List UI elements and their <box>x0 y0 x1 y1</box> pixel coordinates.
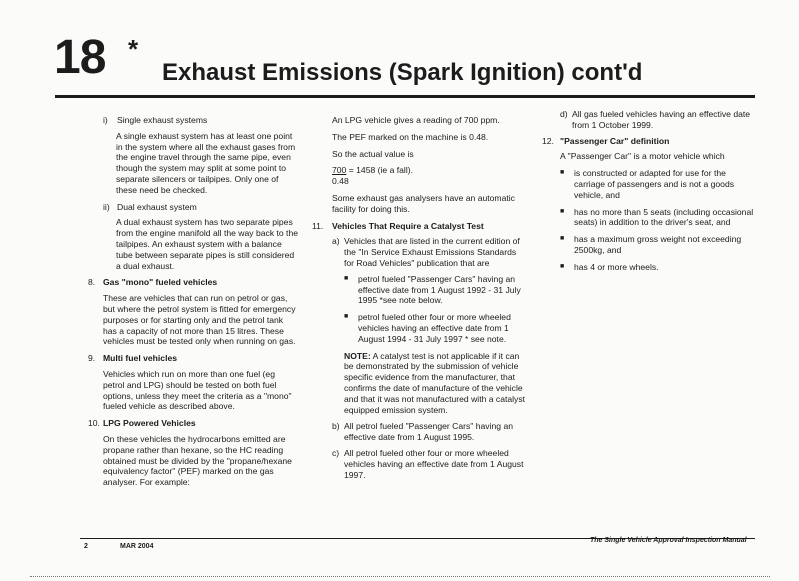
paragraph: An LPG vehicle gives a reading of 700 ppm. <box>332 115 500 125</box>
section-number: 10. <box>88 418 100 429</box>
calculation <box>332 165 528 187</box>
item-label: Single exhaust systems <box>117 115 208 125</box>
section-number: 11. <box>312 220 324 231</box>
list-item-text: is constructed or adapted for use for the carriage of passengers and is not a goods vehicle, and <box>574 168 735 200</box>
note-text: A catalyst test is not applicable if it can be demonstrated by the submission of vehicle specific evidence from the manufacturer, that confirms the date of manufacture of the vehicle and that it was not manufactured with a catalyst equipped emission system. <box>344 350 526 415</box>
bullet-icon: ■ <box>560 169 565 177</box>
fraction-denominator: 0.48 <box>332 176 349 187</box>
list-item-text: petrol fueled other four or more wheeled vehicles having an effective date from 1 August 1994 - 31 July 1997 * see note. <box>358 312 511 344</box>
list-item <box>560 207 757 229</box>
item-number: b) <box>332 421 340 432</box>
bullet-icon: ■ <box>344 313 349 321</box>
paragraph: Vehicles which run on more than one fuel (eg petrol and LPG) should be tested on both fuel options, unless they meet the criteria as a "mono" fueled vehicle as described above. <box>103 368 292 412</box>
paragraph: A "Passenger Car" is a motor vehicle which <box>560 151 725 162</box>
paragraph: All gas fueled vehicles having an effective date from 1 October 1999. <box>572 109 751 130</box>
paragraph: Vehicles that are listed in the current edition of the "In Service Exhaust Emissions Standards for Road Vehicles" publication that are <box>344 236 520 268</box>
section-heading: LPG Powered Vehicles <box>103 418 196 429</box>
list-item-text: has a maximum gross weight not exceeding 2500kg, and <box>574 234 742 255</box>
bullet-icon: ■ <box>344 274 349 282</box>
paragraph: So the actual value is <box>332 148 414 159</box>
paragraph: All petrol fueled "Passenger Cars" having an effective date from 1 August 1995. <box>344 421 514 443</box>
section-number: 8. <box>88 277 96 288</box>
column-1 <box>88 115 298 494</box>
section-number: 18 <box>54 31 106 84</box>
item-number: ii) <box>103 201 110 212</box>
list-item-text: has no more than 5 seats (including occasional seats) in addition to the driver's seat, and <box>574 206 754 228</box>
list-item <box>344 274 528 306</box>
fraction-numerator: 700 <box>332 165 347 176</box>
item-number: a) <box>332 236 340 247</box>
paragraph: All petrol fueled other four or more wheeled vehicles having an effective date from 1 August 1997. <box>344 447 524 480</box>
list-item <box>560 234 757 256</box>
section-star: * <box>128 34 139 64</box>
footer-date: MAR 2004 <box>120 543 154 550</box>
column-3 <box>542 109 757 279</box>
section-number: 12. <box>542 135 554 146</box>
paragraph: A dual exhaust system has two separate pipes from the engine manifold all the way back to the tailpipes. An exhaust system with a balance tube between separate pipes is still considered a dual exhaust. <box>116 217 299 271</box>
list-item <box>560 262 757 273</box>
page-title: Exhaust Emissions (Spark Ignition) cont'd <box>162 59 643 86</box>
calculation-result: = 1458 (ie a fall). <box>348 165 413 176</box>
section-number: 9. <box>88 353 96 364</box>
page-number: 2 <box>84 543 88 550</box>
list-item <box>560 168 757 200</box>
paragraph: The PEF marked on the machine is 0.48. <box>332 131 489 142</box>
item-number: c) <box>332 447 340 458</box>
paragraph: Some exhaust gas analysers have an automatic facility for doing this. <box>332 192 515 214</box>
paragraph: A single exhaust system has at least one point in the system where all the exhaust gases from the engine travel through the same pipe, even though the system may split at some point to separate silencers or tailpipes. Only one of these need be checked. <box>116 130 296 195</box>
item-number: i) <box>103 115 108 125</box>
column-2 <box>312 115 528 485</box>
title-rule <box>55 95 755 98</box>
bullet-icon: ■ <box>560 207 565 215</box>
manual-title: The Single Vehicle Approval Inspection Manual <box>590 537 747 544</box>
list-item <box>344 312 528 344</box>
note-label: NOTE: <box>344 350 371 361</box>
note <box>344 351 528 416</box>
bullet-icon: ■ <box>560 235 565 243</box>
list-item-text: has 4 or more wheels. <box>574 261 659 272</box>
paragraph: On these vehicles the hydrocarbons emitted are propane rather than hexane, so the HC reading obtained must be divided by the "propane/hexane equivalency factor" (PEF) marked on the gas analyser. For example: <box>103 433 292 488</box>
section-heading: "Passenger Car" definition <box>560 135 670 146</box>
scan-edge <box>30 576 770 579</box>
item-label: Dual exhaust system <box>117 201 197 212</box>
section-heading: Gas "mono" fueled vehicles <box>103 277 218 288</box>
item-number: d) <box>560 109 568 119</box>
list-item-text: petrol fueled "Passenger Cars" having an effective date from 1 August 1992 - 31 July 1995 *see note below. <box>358 273 521 306</box>
section-heading: Vehicles That Require a Catalyst Test <box>332 220 484 231</box>
section-heading: Multi fuel vehicles <box>103 353 178 364</box>
paragraph: These are vehicles that can run on petrol or gas, but where the petrol system is fitted for emergency purposes or for starting only and the petrol tank has a capacity of not more than 15 litres. These vehicles must be tested only when running on gas. <box>103 293 296 347</box>
bullet-icon: ■ <box>560 262 565 270</box>
